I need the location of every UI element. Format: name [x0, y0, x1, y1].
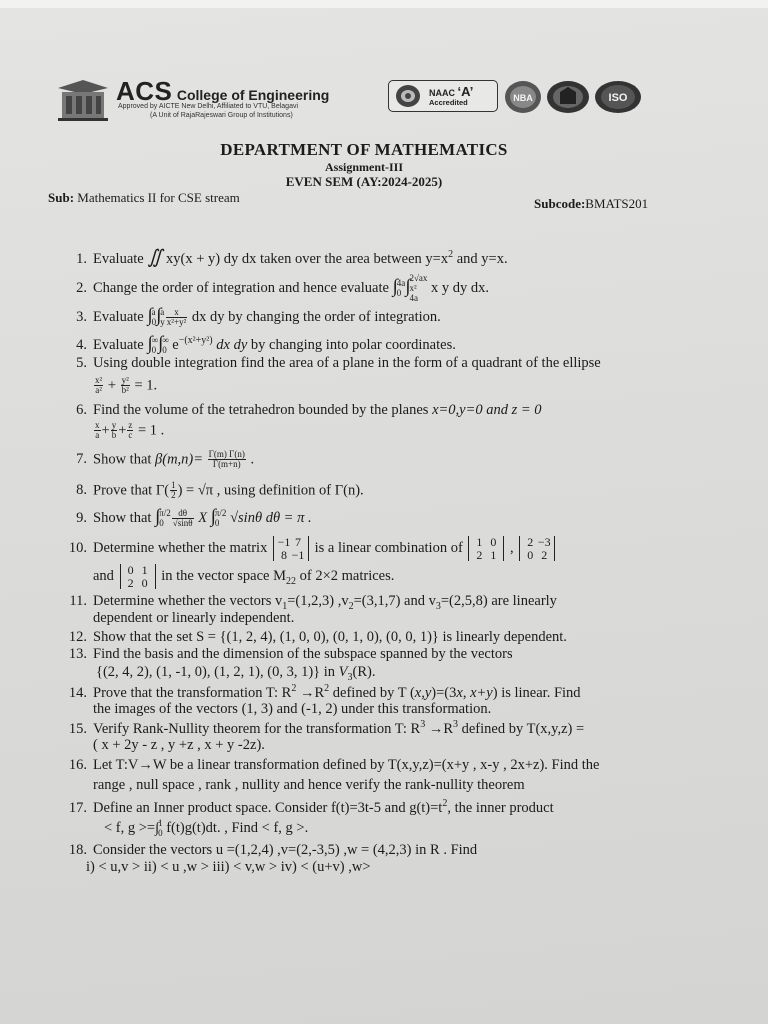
q2-lower-2: x² [409, 282, 417, 293]
q1-text-a: Evaluate [93, 251, 148, 267]
q13-v: V [338, 664, 348, 680]
q6-a: a [95, 430, 100, 441]
question-18 [62, 843, 477, 858]
q6-plus-2: + [118, 422, 127, 439]
q13-text-a: Find the basis and the dimension of the subspace spanned by the vectors [93, 646, 513, 662]
matrix-cell: −1 [277, 535, 291, 549]
naac-label [429, 84, 473, 99]
matrix-cell: 2 [541, 547, 548, 562]
q3-text-a: Evaluate [93, 309, 148, 325]
college-emblem-icon [56, 78, 110, 122]
naac-grade: ‘A’ [457, 84, 474, 99]
q3-limits-2 [160, 308, 165, 328]
question-number: 14. [68, 684, 87, 701]
q7-text-c: . [246, 451, 255, 468]
q2-lower-2-den: 4a [409, 292, 418, 303]
naac-seal-icon [395, 84, 421, 108]
q10-text-a: Determine whether the matrix [93, 539, 271, 556]
q9-limits-2 [215, 509, 227, 529]
q6-frac-y [111, 421, 118, 441]
q17-text-d: f(t)g(t)dt. , Find < f, g >. [162, 820, 309, 837]
question-16 [62, 758, 599, 773]
q4-lower-1: 0 [151, 344, 157, 355]
q15-sup-2: 3 [453, 719, 458, 730]
q3-text-b: dx dy by changing the order of integration. [188, 309, 441, 325]
q11-sub-1: 1 [282, 600, 288, 612]
question-7 [62, 450, 254, 470]
question-number: 11. [69, 593, 87, 609]
q9-text-a: Show that [93, 510, 156, 526]
question-6 [62, 403, 542, 418]
q4-exponent: −(x²+y²) [178, 335, 213, 347]
matrix-cell: −1 [291, 547, 305, 562]
question-15 [62, 720, 584, 736]
university-seal-icon [546, 80, 590, 114]
nba-label: NBA [513, 93, 533, 103]
question-18-cont: i) < u,v > ii) < u ,w > iii) < v,w > iv) < (u+v) ,w> [86, 859, 371, 875]
q7-beta: β(m,n)= [155, 451, 204, 468]
q3-integral-2: ∫ [156, 305, 162, 326]
q10-matrix-c [120, 564, 156, 589]
question-number: 12. [68, 629, 87, 645]
q7-text-a: Show that [93, 451, 156, 468]
q8-num: 1 [171, 480, 176, 490]
iso-seal-icon [594, 80, 642, 114]
q6-b: b [111, 430, 117, 441]
q7-fraction [208, 450, 246, 470]
q6-planes: x=0,y=0 and z = 0 [432, 402, 542, 418]
q7-den: Γ(m+n) [212, 459, 241, 470]
q3-upper-1: a [151, 306, 156, 317]
naac-word: NAAC [429, 88, 455, 98]
question-17-cont [104, 819, 308, 839]
question-5-cont [93, 376, 157, 396]
q9-limits-1 [159, 509, 171, 529]
question-number: 15. [68, 720, 87, 737]
q15-text-a: Verify Rank-Nullity theorem for the transformation T: R [93, 720, 421, 737]
scan-edge [0, 0, 768, 8]
matrix-cell: 7 [294, 535, 301, 549]
q11-sub-2: 2 [348, 600, 354, 612]
matrix-cell: 1 [490, 547, 497, 562]
q11-text-c: =(3,1,7) and v [353, 593, 436, 609]
q2-limits-1 [397, 279, 406, 299]
question-1 [62, 248, 508, 267]
question-number: 1. [76, 251, 87, 267]
q5-y2: y² [121, 375, 129, 385]
subject-value: Mathematics II for CSE stream [74, 190, 240, 205]
question-number: 7. [76, 451, 87, 468]
question-number: 18. [68, 842, 87, 858]
q10-text-b: is a linear combination of [310, 539, 467, 556]
q4-integral-2: ∫ [158, 333, 164, 354]
q9-integral-1: ∫ [155, 506, 161, 527]
question-number: 3. [76, 309, 87, 325]
q2-upper-2: 2√ax [409, 273, 428, 283]
question-9 [62, 507, 312, 529]
q9-den: √sinθ [172, 518, 193, 529]
q14-sup-2: 2 [324, 683, 330, 694]
q4-dxdy: dx dy [212, 337, 248, 353]
q2-integral-2: ∫ [405, 276, 411, 298]
q14-arrow: →R [296, 684, 325, 701]
q10-matrix-target [273, 536, 309, 561]
q13-text-b: {(2, 4, 2), (1, -1, 0), (1, 2, 1), (0, 3, 1)} in [96, 664, 339, 680]
q10-comma: , [506, 539, 518, 556]
question-8: 8. Prove that Γ( $\frac{1}{2}$ ) = √π , using definition of Γ(n). [62, 481, 364, 501]
q11-text-b: =(1,2,3) ,v [287, 593, 349, 609]
question-10 [62, 536, 557, 561]
question-11-cont: dependent or linearly independent. [93, 610, 295, 626]
q6-text-c: = 1 . [134, 422, 165, 439]
q8-gamma: Γ [155, 482, 165, 499]
q4-limits-2 [162, 336, 168, 356]
q9-lower-2: 0 [214, 517, 220, 528]
q14-sup-1: 2 [291, 683, 297, 694]
q17-lower: 0 [158, 827, 163, 838]
question-15-cont: ( x + 2y - z , y +z , x + y -2z). [93, 737, 265, 753]
q2-integral-1: ∫ [392, 276, 398, 298]
q17-text-c: < f, g >=∫ [104, 820, 160, 837]
q9-upper-1: π/2 [159, 507, 171, 518]
q5-frac-y [121, 376, 130, 396]
q8-den: 2 [171, 490, 176, 501]
matrix-cell: −3 [537, 535, 551, 549]
q1-square: 2 [448, 249, 454, 261]
q14-xy: x,y [414, 684, 432, 701]
q3-lower-2: y [160, 316, 165, 327]
q6-text-a: Find the volume of the tetrahedron bounded by the planes [93, 402, 433, 418]
subcode-value: BMATS201 [585, 196, 649, 211]
question-5 [62, 356, 601, 371]
question-number: 13. [68, 646, 87, 662]
matrix-cell: 0 [527, 547, 534, 562]
question-number: 5. [76, 355, 87, 371]
q6-c: c [128, 430, 133, 441]
q4-upper-1: ∞ [151, 334, 158, 345]
q3-den: x²+y² [166, 317, 187, 328]
q16-text-a: Let T:V→W be a linear transformation defined by T(x,y,z)=(x+y , x-y , 2x+z). Find the [93, 757, 600, 773]
unit-line: (A Unit of RajaRajeswari Group of Institutions) [150, 112, 293, 119]
q3-fraction [166, 308, 187, 328]
matrix-cell: 2 [127, 575, 134, 590]
q5-b2: b² [121, 385, 129, 396]
q13-text-e: (R). [352, 664, 376, 680]
q5-text-a: Using double integration find the area of a plane in the form of a quadrant of the ellipse [93, 355, 601, 371]
q18-text-a: Consider the vectors u =(1,2,4) ,v=(2,-3,5) ,w = (4,2,3) in R . Find [93, 842, 478, 858]
subcode-line [534, 196, 648, 212]
q7-num: Γ(m) Γ(n) [208, 449, 245, 459]
question-4 [62, 334, 456, 356]
q1-double-integral: ∬ [147, 247, 163, 268]
q9-times: X [194, 510, 211, 526]
question-number: 8. [76, 482, 87, 499]
q15-arrow: →R [425, 720, 453, 737]
q4-integral-1: ∫ [147, 333, 153, 354]
subject-line [48, 190, 240, 206]
question-number: 16. [68, 757, 87, 773]
q17-text-b: , the inner product [447, 799, 554, 816]
q12-text: Show that the set S = {(1, 2, 4), (1, 0, 0), (0, 1, 0), (0, 0, 1)} is linearly dependent. [93, 629, 567, 645]
q4-upper-2: ∞ [162, 334, 169, 345]
q5-frac-x [94, 376, 103, 396]
q2-text-a: Change the order of integration and hence evaluate [93, 280, 393, 297]
college-rest: College of Engineering [176, 87, 330, 103]
q9-integral-2: ∫ [210, 506, 216, 527]
question-number: 9. [76, 510, 87, 526]
question-14-cont: the images of the vectors (1, 3) and (-1, 2) under this transformation. [93, 701, 492, 717]
question-16-cont: range , null space , rank , nullity and hence verify the rank-nullity theorem [93, 777, 525, 793]
q14-text-a: Prove that the transformation T: R [93, 684, 292, 701]
q6-x: x [95, 420, 100, 430]
question-2 [62, 274, 489, 304]
q4-e: e [172, 337, 179, 353]
q5-a2: a² [95, 385, 102, 396]
question-13 [62, 647, 513, 662]
q11-text-a: Determine whether the vectors v [93, 593, 283, 609]
q17-text-a: Define an Inner product space. Consider f(t)=3t-5 and g(t)=t [93, 799, 443, 816]
q5-x2: x² [95, 375, 103, 385]
q2-lower-1: 0 [396, 287, 402, 298]
q13-sub: 3 [347, 671, 353, 683]
q10-matrix-b [519, 536, 555, 561]
q14-text-i: ) is linear. Find [492, 684, 581, 701]
question-number: 10. [68, 539, 87, 556]
q5-plus: + [107, 377, 117, 394]
q8-text-c: = √π , using definition of Γ(n). [182, 482, 364, 499]
q8-half [170, 481, 177, 501]
q4-text-a: Evaluate [93, 337, 148, 353]
question-number: 4. [76, 337, 87, 353]
question-12 [62, 630, 567, 645]
subcode-label: Subcode: [534, 196, 586, 211]
q14-text-c: defined by T ( [329, 684, 415, 701]
q6-frac-x [94, 421, 101, 441]
q14-comma: , [462, 684, 471, 701]
q9-upper-2: π/2 [214, 507, 227, 518]
q5-text-b: = 1. [130, 377, 158, 394]
q9-lower-1: 0 [159, 517, 164, 528]
q17-sup: 2 [442, 798, 448, 809]
matrix-cell: 0 [141, 575, 148, 590]
naac-badge [388, 80, 498, 112]
q10-text-g: of 2×2 matrices. [296, 567, 395, 584]
matrix-cell: 1 [476, 535, 483, 549]
nba-seal-icon [504, 80, 542, 114]
semester-title: EVEN SEM (AY:2024-2025) [285, 174, 443, 189]
q1-text-c: xy(x + y) dy dx taken over the area between y=x [162, 251, 449, 267]
assignment-title: Assignment-III [324, 160, 403, 174]
question-6-cont [93, 421, 164, 441]
approval-line: Approved by AICTE New Delhi, Affiliated to VTU, Belagavi [118, 103, 299, 110]
q6-y: y [111, 420, 117, 430]
naac-accredited: Accredited [429, 98, 468, 107]
matrix-cell: 8 [280, 547, 287, 562]
q14-xplusy: x+y [470, 684, 493, 701]
q10-matrix-a [468, 536, 504, 561]
q1-text-d: and y=x. [453, 251, 508, 267]
accreditation-badges [388, 80, 644, 116]
q15-sup-1: 3 [420, 719, 426, 730]
q9-fraction [172, 509, 194, 529]
question-14 [62, 684, 581, 700]
question-13-cont [96, 665, 375, 683]
q10-m22-sub: 22 [286, 575, 297, 587]
q11-text-d: =(2,5,8) are linearly [440, 593, 557, 609]
q14-x: x [456, 684, 463, 701]
q14-text-e: )=(3 [431, 684, 457, 701]
q4-lower-2: 0 [162, 344, 167, 355]
matrix-cell: 0 [490, 535, 497, 549]
q2-upper-1: 4a [396, 277, 406, 288]
matrix-cell: 2 [476, 547, 483, 562]
q3-lower-1: 0 [151, 316, 157, 327]
question-10-cont [93, 564, 394, 589]
matrix-cell: 1 [141, 563, 148, 577]
matrix-cell: 2 [527, 535, 534, 549]
question-number: 6. [76, 402, 87, 418]
question-number: 17. [68, 799, 87, 816]
q10-and: and [93, 567, 118, 584]
q3-integral-1: ∫ [147, 305, 153, 326]
q3-num: x [166, 308, 187, 318]
q3-upper-2: a [160, 306, 165, 317]
q17-upper: 1 [158, 818, 163, 828]
q6-plus-1: + [101, 422, 110, 439]
q8-text-a: Prove that [93, 482, 156, 499]
iso-label: ISO [608, 92, 628, 104]
q9-num: dθ [172, 509, 194, 519]
q10-text-e: in the vector space M [157, 567, 287, 584]
q15-text-c: defined by T(x,y,z) = [458, 720, 585, 737]
q9-text-c: √sinθ dθ = π . [226, 510, 312, 526]
q11-sub-3: 3 [435, 600, 441, 612]
q2-text-b: x y dy dx. [427, 280, 490, 297]
question-number: 2. [76, 280, 87, 297]
q6-z: z [128, 420, 133, 430]
matrix-cell: 0 [127, 563, 134, 577]
q4-text-e: by changing into polar coordinates. [247, 337, 456, 353]
department-title: DEPARTMENT OF MATHEMATICS [220, 140, 508, 159]
college-acs: ACS [116, 76, 173, 106]
q6-frac-z [127, 421, 133, 441]
question-3 [62, 306, 441, 328]
subject-label: Sub: [48, 190, 75, 205]
question-17 [62, 799, 554, 815]
q2-limits-2 [409, 274, 427, 304]
